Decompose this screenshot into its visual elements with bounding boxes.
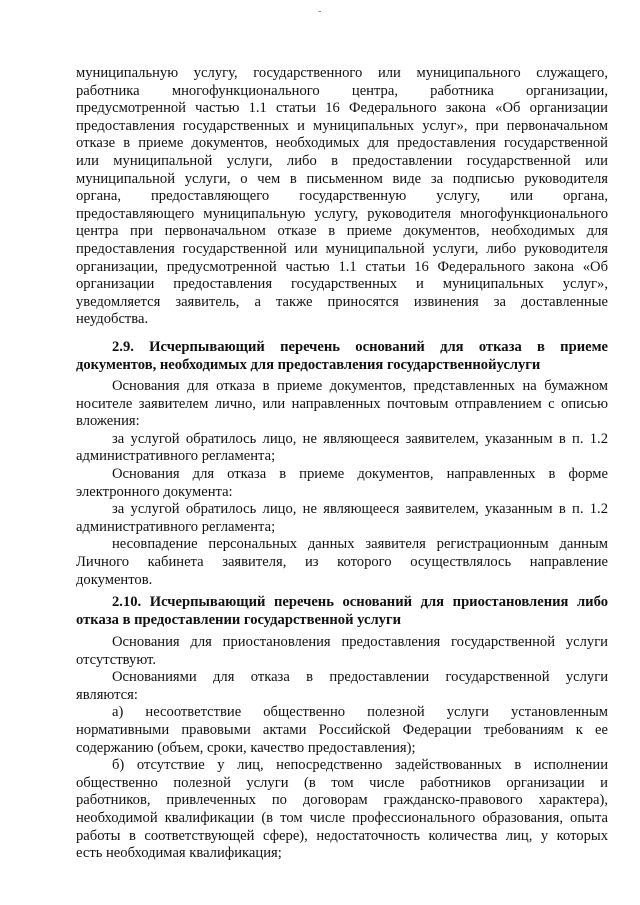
heading-line: 2.9. Исчерпывающий перечень оснований для отказа в приеме <box>112 339 608 355</box>
text-line: Основания для отказа в приеме документов, направленных в форме <box>112 465 608 482</box>
text-line: предоставляющего муниципальную услугу, руководителя многофункционального <box>76 205 608 222</box>
text-line: административного регламента; <box>76 448 276 465</box>
text-line: муниципальную услугу, государственного или муниципального служащего, <box>76 65 608 81</box>
text-line: работника многофункционального центра, работника организации, <box>76 82 608 99</box>
text-line: электронного документа: <box>76 483 233 500</box>
text-line: организации, предусмотренной частью 1.1 статьи 16 Федерального закона «Об <box>76 258 608 275</box>
text-line: Основания для отказа в приеме документов, представленных на бумажном <box>112 378 608 394</box>
heading-line: отказа в предоставлении государственной услуги <box>76 611 401 628</box>
heading-line: 2.10. Исчерпывающий перечень оснований для приостановления либо <box>112 594 608 610</box>
text-line: есть необходимая квалификация; <box>76 845 282 862</box>
section-2-9-heading <box>76 339 608 374</box>
text-line: б) отсутствие у лиц, непосредственно задействованных в исполнении <box>112 757 608 774</box>
text-line: Личного кабинета заявителя, из которого осуществлялось направление <box>76 553 608 570</box>
text-line: Основаниями для отказа в предоставлении государственной услуги <box>112 669 608 686</box>
text-line: носителе заявителем лично, или направленных почтовым отправлением с описью <box>76 395 608 412</box>
text-line: или муниципальной услуги, либо в предоставлении государственной или <box>76 152 608 169</box>
section-2-9-body <box>76 378 608 589</box>
text-line: а) несоответствие общественно полезной услуги установленным <box>112 704 608 721</box>
text-line: органа, предоставляющего государственную услугу, или органа, <box>76 188 608 205</box>
text-line: несовпадение персональных данных заявителя регистрационным данным <box>112 536 608 553</box>
page-marker: - <box>318 6 322 17</box>
section-2-10-body <box>76 634 608 863</box>
text-line: Основания для приостановления предоставления государственной услуги <box>112 634 608 650</box>
text-line: административного регламента; <box>76 518 276 535</box>
text-line: предоставления государственных и муниципальных услуг», при первоначальном <box>76 117 608 134</box>
section-2-10-heading <box>76 594 608 629</box>
paragraph-intro <box>76 65 608 329</box>
text-line: необходимой квалификации (в том числе профессионального образования, опыта <box>76 809 608 826</box>
text-line: являются: <box>76 686 138 703</box>
text-line: вложения: <box>76 413 140 430</box>
text-line: работников, привлеченных по договорам гражданско-правового характера), <box>76 792 608 809</box>
text-line: уведомляется заявитель, а также приносятся извинения за доставленные <box>76 293 608 310</box>
text-line: центра при первоначальном отказе в приеме документов, необходимых для <box>76 223 608 240</box>
text-line: документов. <box>76 571 153 588</box>
text-line: за услугой обратилось лицо, не являющееся заявителем, указанным в п. 1.2 <box>112 501 608 518</box>
text-line: содержанию (объем, сроки, качество предоставления); <box>76 739 416 756</box>
text-line: отказе в приеме документов, необходимых для предоставления государственной <box>76 135 608 152</box>
text-line: предусмотренной частью 1.1 статьи 16 Федерального закона «Об организации <box>76 100 608 117</box>
text-line: нормативными правовыми актами Российской Федерации требованиям к ее <box>76 721 608 738</box>
text-line: муниципальной услуги, о чем в письменном виде за подписью руководителя <box>76 170 608 187</box>
text-line: общественно полезной услуги (в том числе работников организации и <box>76 774 608 791</box>
heading-line: документов, необходимых для предоставления государственнойуслуги <box>76 356 541 373</box>
text-line: организации предоставления государственных и муниципальных услуг», <box>76 276 608 293</box>
text-line: работы в соответствующей сфере), недостаточность количества лиц, у которых <box>76 827 608 844</box>
text-line: отсутствуют. <box>76 651 156 668</box>
text-line: неудобства. <box>76 311 149 328</box>
text-line: предоставления государственной или муниципальной услуги, либо руководителя <box>76 240 608 257</box>
text-line: за услугой обратилось лицо, не являющееся заявителем, указанным в п. 1.2 <box>112 430 608 447</box>
